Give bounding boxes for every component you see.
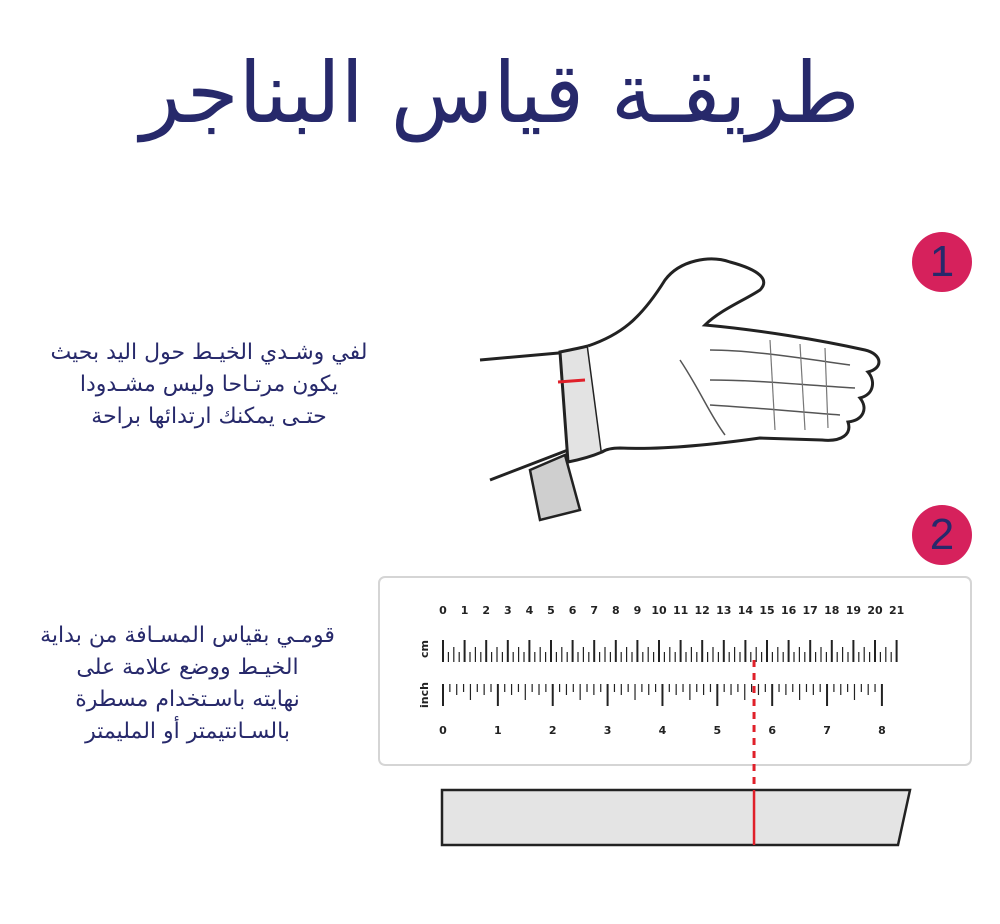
page-title: طريقـة قياس البناجر: [140, 44, 860, 142]
cm-tick-label: 12: [694, 604, 710, 617]
hand-outline: [588, 259, 879, 452]
cm-tick-label: 21: [888, 604, 905, 617]
strip-shape: [442, 790, 910, 845]
cm-unit-label: cm: [418, 640, 431, 658]
step-2-line: الخيـط ووضع علامة على: [76, 655, 299, 680]
cm-tick-label: 20: [867, 604, 883, 617]
red-mark: [558, 380, 585, 382]
cm-tick-label: 3: [503, 604, 512, 617]
step-2-line: بالسـانتيمتر أو المليمتر: [85, 719, 290, 744]
cm-tick-label: 13: [716, 604, 732, 617]
cm-tick-label: 5: [547, 604, 555, 617]
cm-tick-label: 9: [633, 604, 642, 617]
inch-tick-label: 5: [713, 724, 722, 737]
cm-tick-label: 1: [460, 604, 469, 617]
inch-tick-label: 1: [494, 724, 502, 737]
inch-tick-label: 0: [439, 724, 447, 737]
cm-tick-label: 11: [672, 604, 689, 617]
inch-tick-label: 8: [878, 724, 886, 737]
cm-tick-label: 19: [845, 604, 862, 617]
inch-tick-label: 4: [658, 724, 667, 737]
cm-tick-label: 4: [525, 604, 534, 617]
cm-tick-label: 14: [737, 604, 754, 617]
cm-tick-label: 7: [590, 604, 599, 617]
step-2-line: نهايته باسـتخدام مسطرة: [75, 687, 300, 712]
hand-illustration: [470, 240, 900, 530]
cm-tick-label: 6: [568, 604, 577, 617]
step-1-text: [0, 337, 418, 433]
cm-tick-label: 0: [439, 604, 447, 617]
cm-tick-label: 17: [802, 604, 818, 617]
cm-tick-label: 18: [824, 604, 840, 617]
step-2-text: [0, 620, 375, 748]
step-1-line: يكون مرتـاحا وليس مشـدودا: [79, 372, 339, 397]
inch-unit-label: inch: [418, 682, 431, 708]
inch-tick-label: 7: [823, 724, 831, 737]
step-1-badge: 1: [912, 232, 972, 292]
measured-strip: [430, 640, 930, 860]
string-tail: [530, 455, 580, 520]
step-1-line: لفي وشـدي الخيـط حول اليد بحيث: [50, 340, 368, 365]
cm-tick-label: 8: [611, 604, 620, 617]
inch-tick-label: 6: [768, 724, 777, 737]
inch-tick-label: 2: [548, 724, 557, 737]
cm-tick-label: 15: [759, 604, 775, 617]
cm-tick-label: 2: [482, 604, 491, 617]
step-2-badge: 2: [912, 505, 972, 565]
arm-outline: [480, 352, 570, 360]
step-1-line: حتـى يمكنك ارتدائها براحة: [91, 404, 327, 429]
inch-tick-label: 3: [603, 724, 612, 737]
cm-tick-label: 10: [651, 604, 667, 617]
step-2-line: قومـي بقياس المسـافة من بداية: [40, 623, 335, 648]
cm-tick-label: 16: [780, 604, 797, 617]
